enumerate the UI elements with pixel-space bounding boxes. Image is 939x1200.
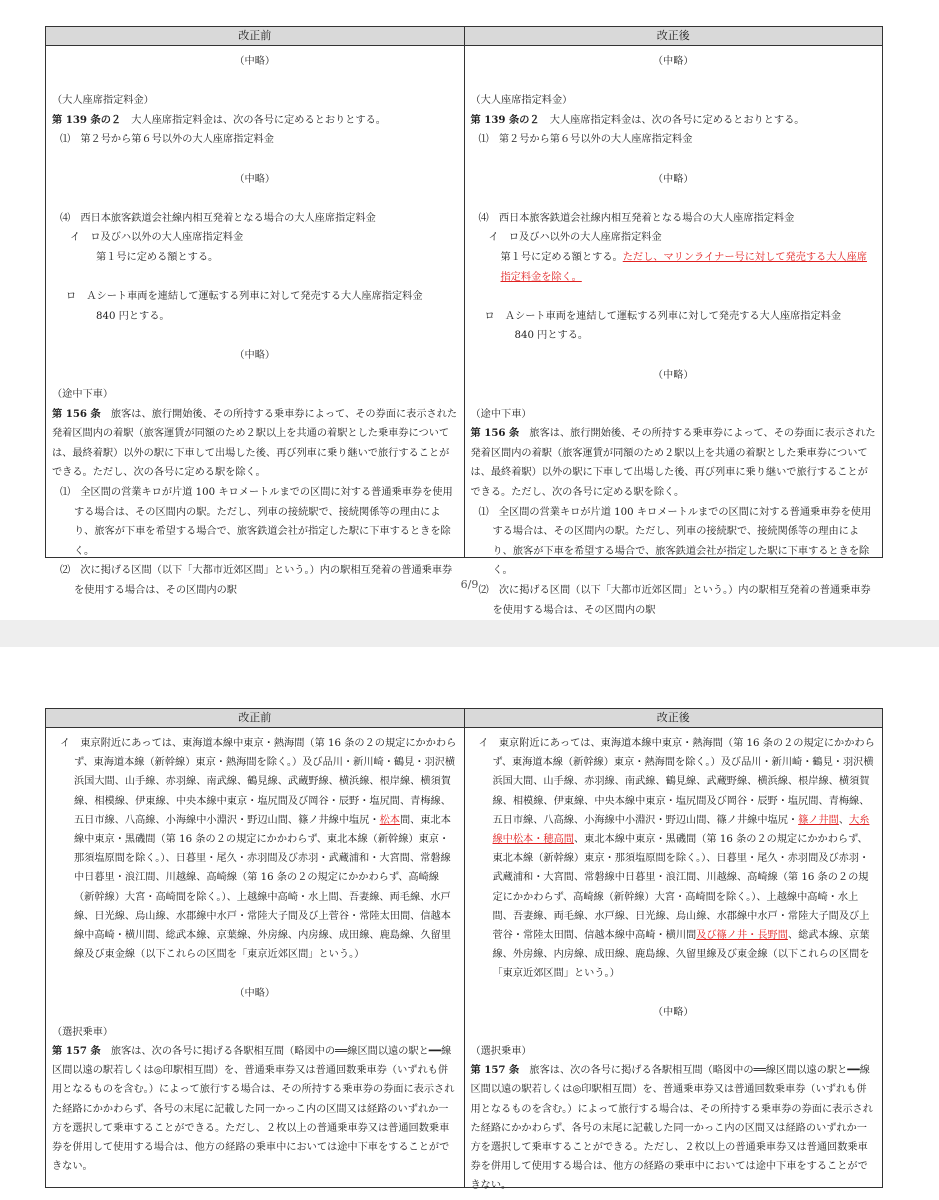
column-after	[464, 728, 883, 1192]
omission-note: （中略）	[234, 988, 276, 1000]
table-header	[46, 709, 882, 728]
item-156-1: ⑴ 全区間の営業キロが片道 100 キロメートルまでの区間に対する普通乗車券を使用する場合は、その区間内の駅。ただし、列車の接続駅で、接続関係等の理由により、旅客が下車を希望する場合で、旅客鉄道会社が指定した駅に下車するときを除く。	[478, 506, 872, 577]
amendment-highlight: 大糸線中松本・穂高間	[492, 814, 870, 846]
omission-note: （中略）	[652, 1007, 694, 1019]
clause-text: 、総武本線、京葉線、外房線、内房線、成田線、鹿島線、久留里線及び東金線（以下これらの区間を「東京近郊区間」という。）	[492, 930, 870, 980]
header-after: 改正後	[464, 27, 883, 45]
sub-item-i-text-amended	[471, 248, 877, 287]
column-before	[46, 728, 464, 1187]
sub-item-ro-text: 840 円とする。	[514, 330, 589, 342]
item-156-1: ⑴ 全区間の営業キロが片道 100 キロメートルまでの区間に対する普通乗車券を使用する場合は、その区間内の駅。ただし、列車の接続駅で、接続関係等の理由により、旅客が下車を希望する場合で、旅客鉄道会社が指定した駅に下車するときを除く。	[60, 487, 453, 557]
clause-text: イ 東京附近にあっては、東海道本線中東京・熱海間（第 16 条の２の規定にかかわらず、東海道本線（新幹線）東京・熱海間を除く。）及び品川・新川崎・鶴見・羽沢横浜国大間、山手線、赤羽線、南武線、鶴見線、武蔵野線、横浜線、根岸線、横須賀線、相模線、伊東線、中央本線中東京・塩尻間及び岡谷・辰野・塩尻間、青梅線、五日市線、八高線、小海線中小淵沢・野辺山間、篠ノ井線中塩尻・	[478, 738, 875, 826]
article-156-text: 旅客は、旅行開始後、その所持する乗車券によって、その券面に表示された発着区間内の着駅（旅客運賃が同額のため２駅以上を共通の着駅とした乗車券については、最終着駅）以外の駅に下車して出場した後、再び列車に乗り継いで旅行することができる。ただし、次の各号に定める駅を除く。	[470, 428, 876, 499]
column-before	[46, 46, 464, 597]
header-before: 改正前	[238, 711, 272, 724]
tokyo-area-clause	[52, 734, 458, 964]
sub-item-ro: ロ Ａシート車両を連結して運転する列車に対して発売する大人座席指定料金	[484, 310, 842, 322]
caption-156: （途中下車）	[52, 389, 114, 401]
article-139-text: 大人座席指定料金は、次の各号に定めるとおりとする。	[549, 114, 805, 126]
sub-item-i-text: 第１号に定める額とする。	[500, 251, 623, 263]
amendment-highlight: 松本	[379, 814, 400, 826]
clause-text: 、東北本線中東京・黒磯間（第 16 条の２の規定にかかわらず、東北本線（新幹線）東京・那須塩原間を除く。）、日暮里・尾久・赤羽間及び赤羽・武蔵浦和・大宮間、常磐線中日暮里・浪江間、川越線、高崎線（第 16 条の２の規定にかかわらず、高崎線（新幹線）大宮・高崎間を除く。）、上越線中高崎・水上間、吾妻線、両毛線、水戸線、日光線、烏山線、水郡線中水戸・常陸大子間及び上菅谷・常陸太田間、信越本線中高崎・横川間	[492, 834, 870, 942]
omission-note: （中略）	[652, 369, 694, 381]
article-156-text: 旅客は、旅行開始後、その所持する乗車券によって、その券面に表示された発着区間内の着駅（旅客運賃が同額のため２駅以上を共通の着駅とした乗車券については、最終着駅）以外の駅に下車して出場した後、再び列車に乗り継いで旅行することができる。ただし、次の各号に定める駅を除く。	[52, 408, 458, 479]
article-156-number: 第 156 条	[470, 427, 520, 440]
omission-note: （中略）	[234, 173, 276, 185]
page-sheet-7	[0, 647, 939, 1200]
clause-text: 、	[838, 814, 850, 826]
sub-item-i: イ ロ及びハ以外の大人座席指定料金	[488, 232, 662, 244]
omission-note: （中略）	[652, 173, 694, 185]
omission-note: （中略）	[652, 56, 694, 67]
article-157-text: 旅客は、次の各号に掲げる各駅相互間（略図中の══線区間以遠の駅と━━線区間以遠の駅若しくは◎印駅相互間）を、普通乗車券又は普通回数乗車券（いずれも併用となるものを含む。）によって旅行する場合は、その所持する乗車券の券面に表示された経路にかかわらず、各号の末尾に記載した同一かっこ内の区間又は経路のいずれか一方を選択して乗車することができる。ただし、２枚以上の普通乗車券又は普通回数乗車券を併用して使用する場合は、他方の経路の乗車中においては途中下車をすることができない。	[52, 1046, 455, 1173]
clause-text: 間、東北本線中東京・黒磯間（第 16 条の２の規定にかかわらず、東北本線（新幹線）東京・那須塩原間を除く。）、日暮里・尾久・赤羽間及び赤羽・武蔵浦和・大宮間、常磐線中日暮里・浪江間、川越線、高崎線（第 16 条の２の規定にかかわらず、高崎線（新幹線）大宮・高崎間を除く。）、上越線中高崎・水上間、吾妻線、両毛線、水戸線、日光線、烏山線、水郡線中水戸・常陸大子間及び上菅谷・常陸太田間、信越本線中高崎・横川間、総武本線、京葉線、外房線、内房線、成田線、鹿島線、久留里線及び東金線（以下これらの区間を「東京近郊区間」という。）	[74, 814, 451, 961]
tokyo-area-clause	[471, 734, 877, 984]
caption-156: （途中下車）	[470, 408, 532, 420]
article-156-number: 第 156 条	[52, 407, 101, 420]
header-before: 改正前	[238, 29, 272, 42]
sub-item-ro-text: 840 円とする。	[96, 310, 170, 322]
caption-139: （大人座席指定料金）	[470, 95, 573, 107]
caption-139: （大人座席指定料金）	[52, 95, 154, 107]
article-139-number: 第 139 条の２	[52, 113, 122, 126]
amendment-highlight: ただし、マリンライナー号に対して発売する大人座席指定料金を除く。	[500, 251, 867, 283]
article-139-number: 第 139 条の２	[470, 113, 540, 126]
sub-item-ro: ロ Ａシート車両を連結して運転する列車に対して発売する大人座席指定料金	[66, 291, 423, 303]
omission-note: （中略）	[234, 349, 276, 361]
item-1: ⑴ 第２号から第６号以外の大人座席指定料金	[60, 134, 274, 146]
sub-item-i: イ ロ及びハ以外の大人座席指定料金	[70, 232, 244, 244]
item-4: ⑷ 西日本旅客鉄道会社線内相互発着となる場合の大人座席指定料金	[60, 212, 376, 224]
caption-157: （選択乗車）	[52, 1026, 114, 1038]
article-157-number: 第 157 条	[470, 1064, 520, 1077]
amendment-highlight: 篠ノ井間	[798, 814, 839, 826]
table-header	[46, 27, 882, 46]
page-number: 6/9	[460, 578, 479, 591]
clause-text: イ 東京附近にあっては、東海道本線中東京・熱海間（第 16 条の２の規定にかかわらず、東海道本線（新幹線）東京・熱海間を除く。）及び品川・新川崎・鶴見・羽沢横浜国大間、山手線、赤羽線、南武線、鶴見線、武蔵野線、横浜線、根岸線、横須賀線、相模線、伊東線、中央本線中東京・塩尻間及び岡谷・辰野・塩尻間、青梅線、五日市線、八高線、小海線中小淵沢・野辺山間、篠ノ井線中塩尻・	[60, 738, 457, 826]
item-156-2: ⑵ 次に掲げる区間（以下「大都市近郊区間」という。）内の駅相互発着の普通乗車券を使用する場合は、その区間内の駅	[60, 565, 453, 597]
article-139-text: 大人座席指定料金は、次の各号に定めるとおりとする。	[131, 114, 386, 126]
amendment-highlight: 及び篠ノ井・長野間	[696, 930, 788, 942]
sub-item-i-text: 第１号に定める額とする。	[96, 251, 219, 263]
item-1: ⑴ 第２号から第６号以外の大人座席指定料金	[478, 134, 693, 146]
article-157-number: 第 157 条	[52, 1045, 101, 1058]
comparison-table	[45, 708, 883, 1192]
caption-157: （選択乗車）	[470, 1046, 532, 1058]
item-156-2: ⑵ 次に掲げる区間（以下「大都市近郊区間」という。）内の駅相互発着の普通乗車券を使用する場合は、その区間内の駅	[478, 585, 871, 616]
omission-note: （中略）	[234, 56, 276, 67]
header-after: 改正後	[464, 709, 883, 727]
item-4: ⑷ 西日本旅客鉄道会社線内相互発着となる場合の大人座席指定料金	[478, 212, 795, 224]
article-157-text: 旅客は、次の各号に掲げる各駅相互間（略図中の══線区間以遠の駅と━━線区間以遠の駅若しくは◎印駅相互間）を、普通乗車券又は普通回数乗車券（いずれも併用となるものを含む。）によって旅行する場合は、その所持する乗車券の券面に表示された経路にかかわらず、各号の末尾に記載した同一かっこ内の区間又は経路のいずれか一方を選択して乗車することができる。ただし、２枚以上の普通乗車券又は普通回数乗車券を併用して使用する場合は、他方の経路の乗車中においては途中下車をすることができない。	[470, 1065, 873, 1192]
